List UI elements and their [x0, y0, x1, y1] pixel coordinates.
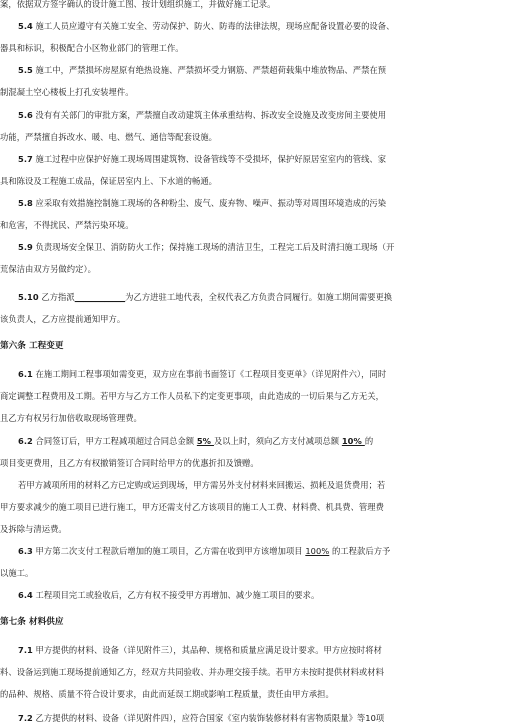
clause-text: 应采取有效措施控制施工现场的各种粉尘、废气、废弃物、噪声、振动等对周围环境造成的污染	[32, 198, 387, 208]
clause-number: 5.8	[18, 198, 33, 208]
clause-number: 5.5	[18, 65, 33, 75]
clause-number: 6.2	[18, 436, 33, 446]
clause-6-2	[18, 431, 508, 451]
clause-6-4	[18, 585, 508, 605]
paragraph-line: 甲方要求减少的施工项目已进行施工，甲方还需支付乙方该项目的施工人工费、材料费、机具费、管理费	[0, 502, 384, 512]
article-7-heading: 第七条 材料供应	[0, 617, 64, 627]
paragraph-line: 荒保洁由双方另做约定）。	[0, 264, 97, 274]
clause-text: 甲方第二次支付工程款后增加的施工项目，乙方需在收到甲方该增加项目	[32, 546, 306, 556]
paragraph-line: 具和陈设及工程施工成品，保证居室内上、下水道的畅通。	[0, 176, 218, 186]
paragraph-line: 料、设备运到施工现场提前通知乙方，经双方共同验收、并办理交接手续。若甲方未按时提供材料或材料	[0, 667, 384, 677]
clause-5-7	[18, 149, 508, 169]
clause-number: 5.4	[18, 21, 33, 31]
paragraph-line: 且乙方有权另行加倍收取现场管理费。	[0, 413, 142, 423]
clause-number: 5.6	[18, 110, 33, 120]
clause-6-1	[18, 364, 508, 384]
threshold-percent: 5%	[196, 436, 214, 446]
clause-number: 6.1	[18, 369, 33, 379]
clause-number: 7.1	[18, 645, 33, 655]
clause-text: 没有有关部门的审批方案，严禁擅自改动建筑主体承重结构、拆改安全设施及改变房间主要使用	[32, 110, 387, 120]
paragraph-line: 若甲方减项所用的材料乙方已定购或运到现场，甲方需另外支付材料来回搬运、损耗及退货费用；若	[18, 480, 386, 490]
clause-text: 施工过程中应保护好施工现场周围建筑物、设备管线等不受损坏，保护好原居室室内的管线、家	[32, 154, 387, 164]
paragraph-line: 商定调整工程费用及工期。若甲方与乙方工作人员私下约定变更事项，由此造成的一切后果与乙方无关，	[0, 391, 384, 401]
clause-text: 甲方提供的材料、设备（详见附件三），其品种、规格和质量应满足设计要求。甲方应按时将材	[32, 645, 382, 655]
clause-text: 合同签订后，甲方工程减项超过合同总金额	[32, 436, 197, 446]
clause-text: 为乙方进驻工地代表，全权代表乙方负责合同履行。如施工期间需要更换	[125, 292, 393, 302]
clause-number: 7.2	[18, 713, 33, 723]
clause-5-5	[18, 60, 508, 80]
clause-number: 5.10	[18, 292, 39, 302]
clause-text: 施工中，严禁损坏房屋原有绝热设施、严禁损坏受力钢筋、严禁超荷载集中堆放物品、严禁在预	[32, 65, 387, 75]
clause-text: 负责现场安全保卫、消防防火工作；保持施工现场的清洁卫生，工程完工后及时清扫施工现场（开	[32, 242, 395, 252]
clause-text: 的工程款后方予	[329, 546, 391, 556]
paragraph-line: 和危害，不得扰民、严禁污染环境。	[0, 220, 134, 230]
paragraph-line: 以施工。	[0, 568, 34, 578]
paragraph-line: 功能，严禁擅自拆改水、暖、电、燃气、通信等配套设施。	[0, 132, 218, 142]
paragraph-line: 制混凝土空心楼板上打孔安装埋件。	[0, 87, 134, 97]
paragraph-line: 项目变更费用，且乙方有权撤销签订合同时给甲方的优惠折扣及馈赠。	[0, 458, 259, 468]
clause-number: 5.9	[18, 242, 33, 252]
clause-number: 5.7	[18, 154, 33, 164]
clause-number: 6.4	[18, 590, 33, 600]
clause-6-3	[18, 541, 508, 561]
clause-text: 的	[364, 436, 374, 446]
paragraph-line: 案，依据双方签字确认的设计施工图、按计划组织施工，并做好施工记录。	[0, 0, 276, 9]
clause-5-9	[18, 237, 508, 257]
paragraph-line: 及拆除与清运费。	[0, 524, 67, 534]
paragraph-line: 该负责人，乙方应提前通知甲方。	[0, 314, 126, 324]
clause-text: 及以上时，须向乙方支付减项总额	[213, 436, 342, 446]
clause-text: 乙方指派	[38, 292, 75, 302]
paragraph-line: 器具和标识，积极配合小区物业部门的管理工作。	[0, 43, 184, 53]
clause-number: 6.3	[18, 546, 33, 556]
article-6-heading: 第六条 工程变更	[0, 341, 64, 351]
clause-text: 乙方提供的材料、设备（详见附件四），应符合国家《室内装饰装修材料有害物质限量》等10项	[32, 713, 385, 723]
paragraph-line: 的品种、规格、质量不符合设计要求，由此而延误工期或影响工程质量，责任由甲方承担。	[0, 689, 334, 699]
clause-text: 在施工期间工程事项如需变更，双方应在事前书面签订《工程项目变更单》（详见附件六），同时	[32, 369, 387, 379]
payment-percent: 100%	[305, 546, 330, 556]
clause-5-8	[18, 193, 508, 213]
fee-percent: 10%	[341, 436, 365, 446]
clause-text: 施工人员应遵守有关施工安全、劳动保护、防火、防毒的法律法规，现场应配备设置必要的设备、	[32, 21, 395, 31]
representative-blank: ____________	[74, 292, 126, 302]
clause-7-1	[18, 640, 508, 660]
clause-text: 工程项目完工或验收后，乙方有权不接受甲方再增加、减少施工项目的要求。	[32, 590, 320, 600]
clause-5-6	[18, 105, 508, 125]
clause-5-4	[18, 16, 508, 36]
clause-7-2	[18, 708, 508, 728]
clause-5-10	[18, 287, 508, 307]
